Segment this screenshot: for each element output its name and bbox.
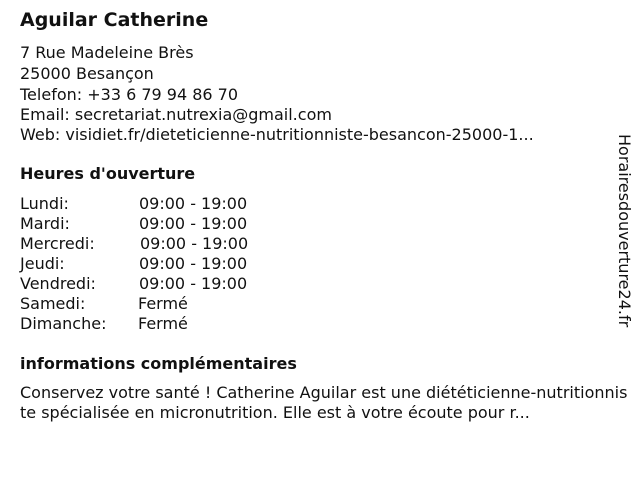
hours-time: 09:00 - 19:00 bbox=[139, 194, 248, 213]
opening-hours-heading: Heures d'ouverture bbox=[20, 164, 196, 183]
hours-time: Fermé bbox=[138, 314, 188, 333]
site-watermark: Horairesdouverture24.fr bbox=[615, 134, 634, 328]
phone-line[interactable]: Telefon: +33 6 79 94 86 70 bbox=[20, 85, 239, 104]
additional-info-heading: informations complémentaires bbox=[20, 354, 297, 373]
web-line[interactable]: Web: visidiet.fr/dieteticienne-nutritionniste-besancon-25000-1... bbox=[20, 125, 534, 144]
hours-time: 09:00 - 19:00 bbox=[140, 234, 249, 253]
additional-info-text: Conservez votre santé ! Catherine Aguilar est une diététicienne-nutritionniste spécialisée en micronutrition. Elle est à votre écoute pour r... bbox=[20, 383, 628, 422]
hours-time: 09:00 - 19:00 bbox=[139, 214, 248, 233]
hours-row-tuesday bbox=[20, 214, 320, 234]
hours-time: 09:00 - 19:00 bbox=[139, 254, 248, 273]
business-name: Aguilar Catherine bbox=[20, 9, 209, 31]
hours-day: Mercredi: bbox=[20, 234, 95, 253]
hours-row-wednesday bbox=[20, 234, 320, 254]
address-street: 7 Rue Madeleine Brès bbox=[20, 43, 194, 62]
hours-row-friday bbox=[20, 274, 320, 294]
hours-day: Dimanche: bbox=[20, 314, 107, 333]
hours-time: 09:00 - 19:00 bbox=[139, 274, 248, 293]
hours-row-sunday bbox=[20, 314, 320, 334]
hours-row-thursday bbox=[20, 254, 320, 274]
hours-day: Mardi: bbox=[20, 214, 70, 233]
hours-day: Jeudi: bbox=[20, 254, 65, 273]
address-city: 25000 Besançon bbox=[20, 64, 154, 83]
hours-time: Fermé bbox=[138, 294, 188, 313]
hours-row-saturday bbox=[20, 294, 320, 314]
email-line[interactable]: Email: secretariat.nutrexia@gmail.com bbox=[20, 105, 332, 124]
hours-row-monday bbox=[20, 194, 320, 214]
hours-day: Samedi: bbox=[20, 294, 86, 313]
hours-day: Lundi: bbox=[20, 194, 69, 213]
hours-day: Vendredi: bbox=[20, 274, 96, 293]
